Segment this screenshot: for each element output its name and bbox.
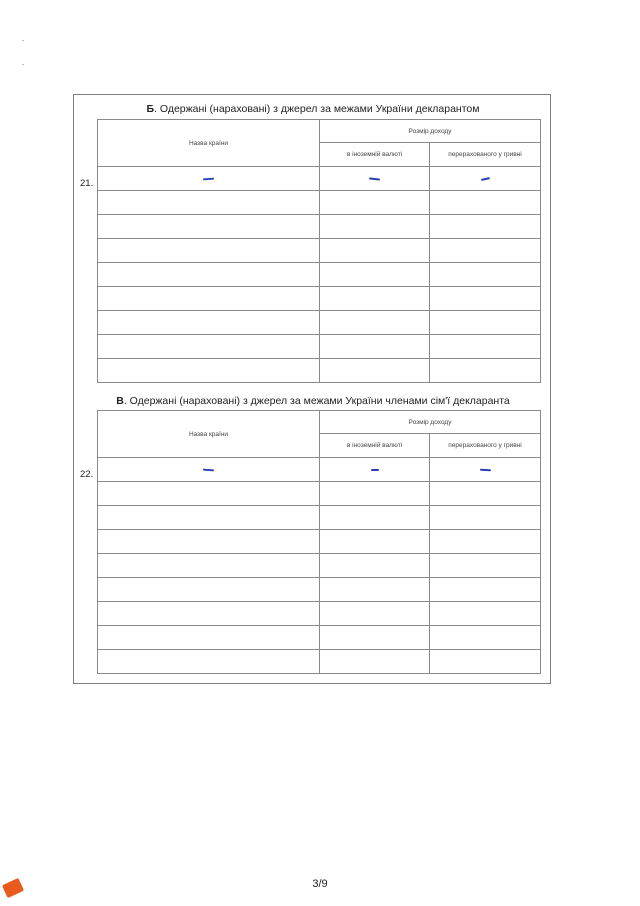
table-cell[interactable] <box>320 602 430 626</box>
table-cell[interactable] <box>98 263 320 287</box>
scan-speck <box>22 40 24 41</box>
table-row <box>98 602 541 626</box>
table-cell[interactable] <box>98 311 320 335</box>
table-cell[interactable] <box>430 458 541 482</box>
table-row <box>98 287 541 311</box>
table-row <box>98 554 541 578</box>
table-row <box>98 335 541 359</box>
table-row <box>98 167 541 191</box>
table-cell[interactable] <box>320 650 430 674</box>
table-cell[interactable] <box>98 578 320 602</box>
scan-speck <box>22 64 24 65</box>
table-cell[interactable] <box>320 554 430 578</box>
table-cell[interactable] <box>430 359 541 383</box>
table-cell[interactable] <box>320 167 430 191</box>
column-header-foreign-currency: в іноземній валюті <box>320 434 430 458</box>
table-cell[interactable] <box>98 506 320 530</box>
table-cell[interactable] <box>98 191 320 215</box>
section-b-title: Б. Одержані (нараховані) з джерел за межами України декларантом <box>146 103 480 115</box>
table-cell[interactable] <box>98 167 320 191</box>
table-cell[interactable] <box>430 263 541 287</box>
table-cell[interactable] <box>320 311 430 335</box>
table-row <box>98 191 541 215</box>
table-cell[interactable] <box>320 578 430 602</box>
table-row <box>98 626 541 650</box>
table-cell[interactable] <box>320 215 430 239</box>
table-row <box>98 506 541 530</box>
table-cell[interactable] <box>98 602 320 626</box>
table-cell[interactable] <box>430 650 541 674</box>
table-row <box>98 239 541 263</box>
table-cell[interactable] <box>320 530 430 554</box>
table-cell[interactable] <box>320 239 430 263</box>
section-c-title: В. Одержані (нараховані) з джерел за межами України членами сім'ї декларанта <box>116 395 510 407</box>
table-cell[interactable] <box>320 458 430 482</box>
table-cell[interactable] <box>430 239 541 263</box>
table-cell[interactable] <box>98 482 320 506</box>
table-cell[interactable] <box>430 530 541 554</box>
column-header-country: Назва країни <box>98 120 320 167</box>
table-cell[interactable] <box>98 530 320 554</box>
table-cell[interactable] <box>430 311 541 335</box>
table-cell[interactable] <box>98 215 320 239</box>
table-cell[interactable] <box>430 287 541 311</box>
table-cell[interactable] <box>430 602 541 626</box>
table-cell[interactable] <box>430 215 541 239</box>
column-header-income: Розмір доходу <box>320 411 541 434</box>
table-row <box>98 215 541 239</box>
table-cell[interactable] <box>430 626 541 650</box>
column-header-country: Назва країни <box>98 411 320 458</box>
handwritten-dash <box>480 177 489 181</box>
table-cell[interactable] <box>98 335 320 359</box>
table-cell[interactable] <box>320 287 430 311</box>
handwritten-dash <box>369 177 380 180</box>
handwritten-dash <box>479 469 490 472</box>
handwritten-dash <box>203 469 214 472</box>
table-row <box>98 650 541 674</box>
table-row <box>98 311 541 335</box>
table-cell[interactable] <box>430 578 541 602</box>
table-cell[interactable] <box>430 482 541 506</box>
table-cell[interactable] <box>98 239 320 263</box>
table-cell[interactable] <box>430 554 541 578</box>
table-cell[interactable] <box>320 506 430 530</box>
handwritten-dash <box>371 469 379 471</box>
form-frame <box>73 94 551 684</box>
table-cell[interactable] <box>320 626 430 650</box>
table-cell[interactable] <box>98 650 320 674</box>
table-cell[interactable] <box>98 359 320 383</box>
table-cell[interactable] <box>430 167 541 191</box>
table-cell[interactable] <box>320 359 430 383</box>
row-number-22: 22. <box>80 469 94 480</box>
section-c-table <box>97 410 541 674</box>
section-b-table <box>97 119 541 383</box>
column-header-uah: перерахованого у гривні <box>430 434 541 458</box>
column-header-foreign-currency: в іноземній валюті <box>320 143 430 167</box>
table-cell[interactable] <box>98 626 320 650</box>
page-number: 3/9 <box>312 878 328 890</box>
column-header-income: Розмір доходу <box>320 120 541 143</box>
table-cell[interactable] <box>320 191 430 215</box>
table-row <box>98 263 541 287</box>
table-cell[interactable] <box>320 263 430 287</box>
table-row <box>98 578 541 602</box>
table-cell[interactable] <box>98 287 320 311</box>
table-row <box>98 458 541 482</box>
table-cell[interactable] <box>98 458 320 482</box>
table-cell[interactable] <box>98 554 320 578</box>
table-cell[interactable] <box>430 191 541 215</box>
table-cell[interactable] <box>430 506 541 530</box>
table-cell[interactable] <box>430 335 541 359</box>
handwritten-dash <box>203 178 214 181</box>
table-row <box>98 359 541 383</box>
table-cell[interactable] <box>320 482 430 506</box>
column-header-uah: перерахованого у гривні <box>430 143 541 167</box>
table-row <box>98 530 541 554</box>
table-cell[interactable] <box>320 335 430 359</box>
table-row <box>98 482 541 506</box>
row-number-21: 21. <box>80 178 94 189</box>
